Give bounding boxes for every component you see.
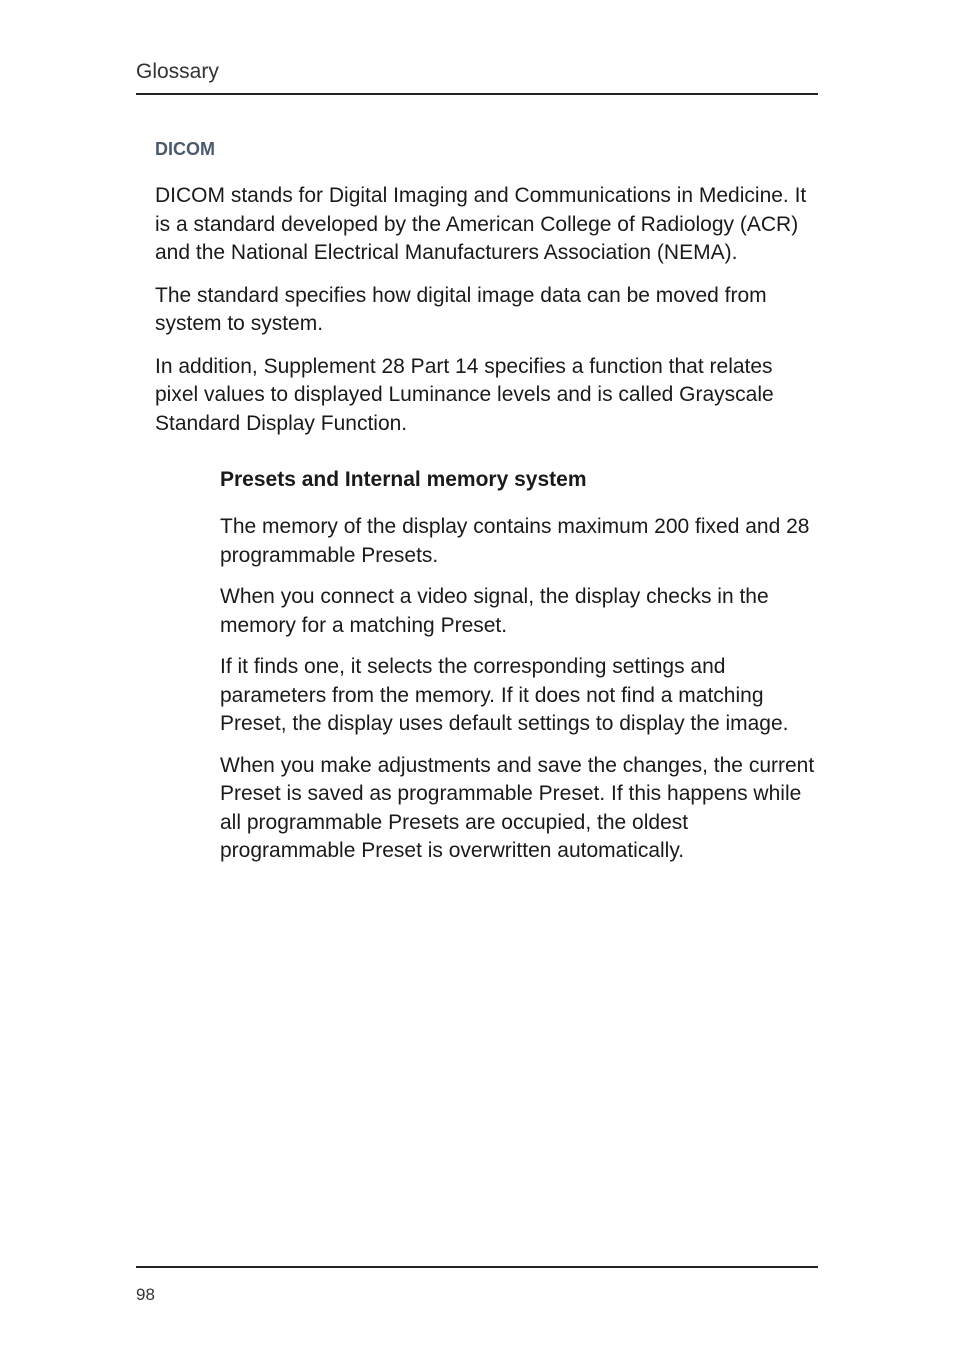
header-divider xyxy=(136,93,818,95)
dicom-paragraph: In addition, Supplement 28 Part 14 specifies a function that relates pixel values to displayed Luminance levels and is called Grayscale Standard Display Function. xyxy=(155,354,774,435)
presets-paragraph: If it finds one, it selects the corresponding settings and parameters from the memory. If it does not find a matching Preset, the display uses default settings to display the image. xyxy=(220,655,789,735)
footer-divider xyxy=(136,1266,818,1268)
page-number: 98 xyxy=(136,1285,155,1304)
dicom-body xyxy=(155,182,820,452)
dicom-paragraph: The standard specifies how digital image data can be moved from system to system. xyxy=(155,283,767,335)
page-header-title: Glossary xyxy=(136,60,219,83)
dicom-heading: DICOM xyxy=(155,139,215,159)
presets-body xyxy=(220,513,820,879)
presets-heading: Presets and Internal memory system xyxy=(220,468,587,491)
dicom-paragraph: DICOM stands for Digital Imaging and Communications in Medicine. It is a standard developed by the American College of Radiology (ACR) and the National Electrical Manufacturers Association (NEMA). xyxy=(155,184,807,264)
presets-paragraph: The memory of the display contains maximum 200 fixed and 28 programmable Presets. xyxy=(220,515,810,567)
presets-paragraph: When you connect a video signal, the display checks in the memory for a matching Preset. xyxy=(220,585,769,637)
presets-paragraph: When you make adjustments and save the changes, the current Preset is saved as programmable Preset. If this happens while all programmable Presets are occupied, the oldest programmable Preset is overwritten automatically. xyxy=(220,753,815,862)
